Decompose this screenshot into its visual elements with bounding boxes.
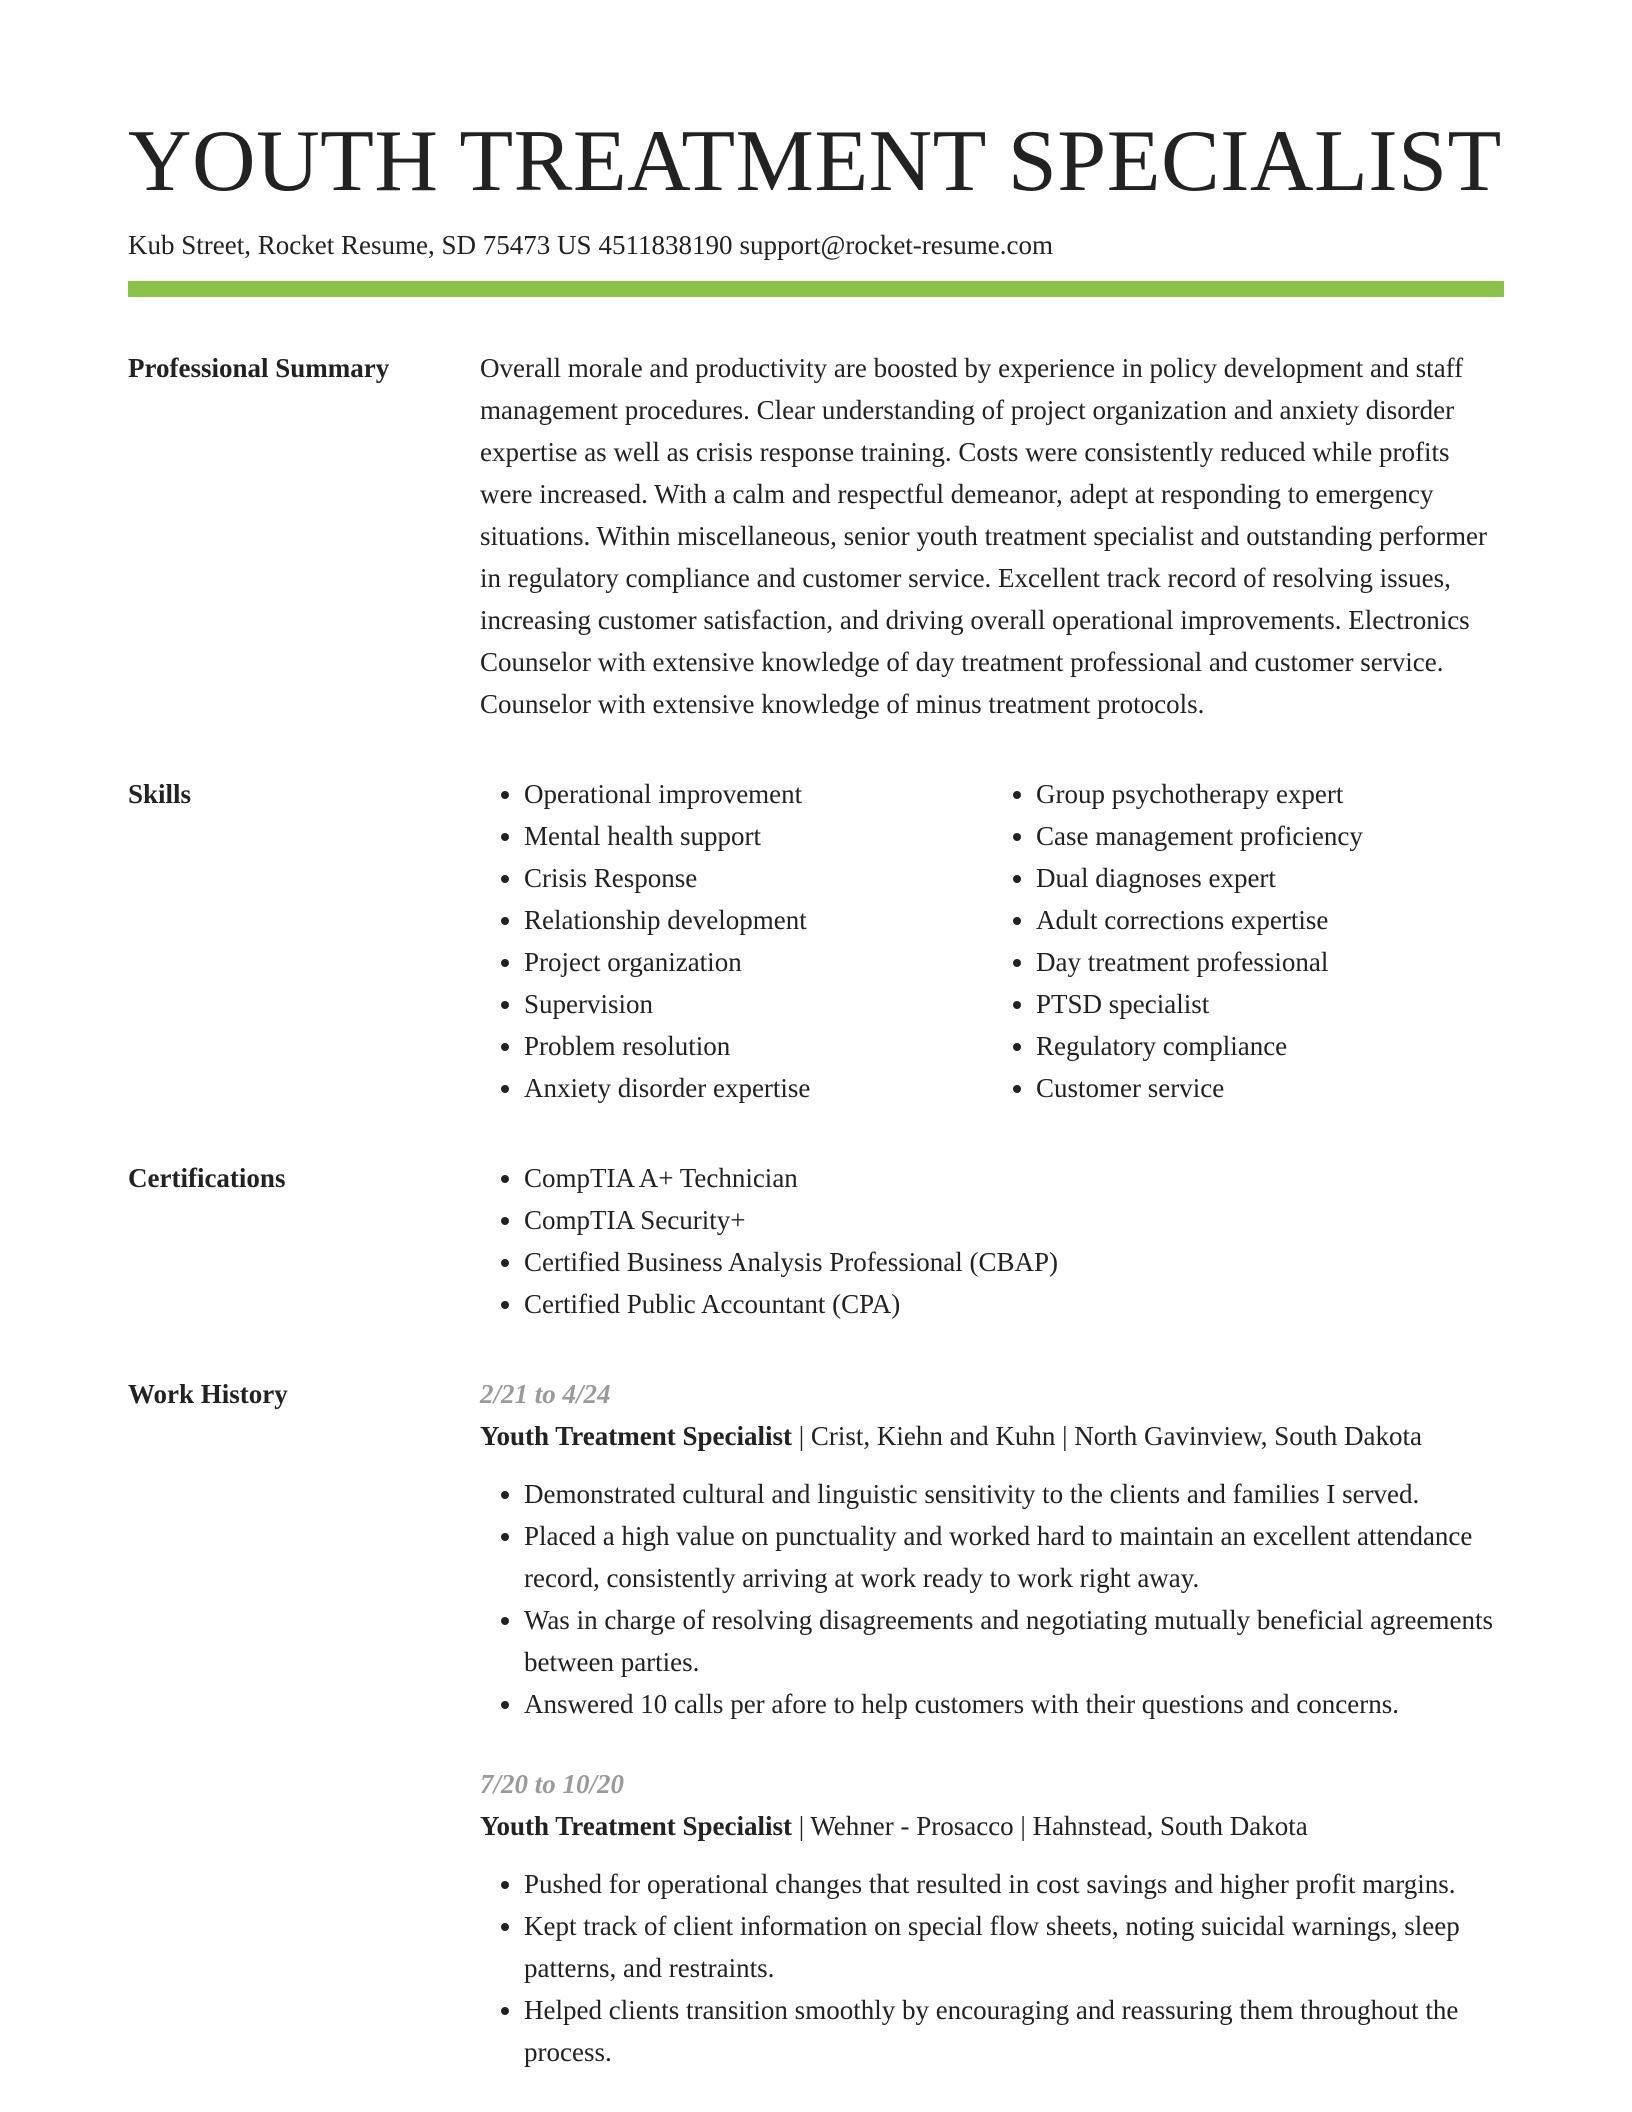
summary-heading: Professional Summary	[128, 353, 390, 384]
skills-list-left	[480, 773, 992, 1109]
contact-address: Kub Street, Rocket Resume, SD 75473 US	[128, 230, 592, 260]
skill-item: • Problem resolution	[524, 1025, 992, 1067]
job-bullet: • Answered 10 calls per afore to help customers with their questions and concerns.	[524, 1683, 1504, 1725]
job-employer-location: | Crist, Kiehn and Kuhn | North Gavinview, South Dakota	[792, 1421, 1422, 1452]
skills-heading: Skills	[128, 779, 192, 810]
candidate-name: YOUTH TREATMENT SPECIALIST	[128, 113, 1502, 210]
contact-phone: 4511838190	[598, 230, 733, 260]
certification-item: • CompTIA Security+	[524, 1199, 1504, 1241]
skill-item: • Relationship development	[524, 899, 992, 941]
skill-item: • Day treatment professional	[1036, 941, 1504, 983]
summary-text: Overall morale and productivity are boosted by experience in policy development and staff management procedures. Clear understanding of project organization and anxiety disorder expertise as well as crisis response training. Costs were consistently reduced while profits were increased. With a calm and respectful demeanor, adept at responding to emergency situations. Within miscellaneous, senior youth treatment specialist and outstanding performer in regulatory compliance and customer service. Excellent track record of resolving issues, increasing customer satisfaction, and driving overall operational improvements. Electronics Counselor with extensive knowledge of day treatment professional and customer service. Counselor with extensive knowledge of minus treatment protocols.	[480, 353, 1487, 720]
summary-section	[128, 347, 1504, 725]
job-dates: 7/20 to 10/20	[480, 1769, 625, 1800]
contact-email: support@rocket-resume.com	[739, 230, 1054, 260]
skill-item: • Operational improvement	[524, 773, 992, 815]
job-entry	[480, 1373, 1504, 1725]
certifications-section	[128, 1157, 1504, 1325]
skill-item: • Anxiety disorder expertise	[524, 1067, 992, 1109]
certification-item: • Certified Public Accountant (CPA)	[524, 1283, 1504, 1325]
job-bullet: • Kept track of client information on special flow sheets, noting suicidal warnings, sleep patterns, and restraints.	[524, 1905, 1504, 1989]
skill-item: • Project organization	[524, 941, 992, 983]
job-title: Youth Treatment Specialist	[480, 1811, 793, 1842]
skill-item: • Group psychotherapy expert	[1036, 773, 1504, 815]
skill-item: • Crisis Response	[524, 857, 992, 899]
job-title: Youth Treatment Specialist	[480, 1421, 793, 1452]
job-bullet: • Was in charge of resolving disagreements and negotiating mutually beneficial agreements between parties.	[524, 1599, 1504, 1683]
job-bullets	[480, 1473, 1504, 1725]
job-dates: 2/21 to 4/24	[480, 1379, 611, 1410]
contact-line	[128, 228, 1504, 263]
work-history-heading: Work History	[128, 1379, 288, 1410]
certification-item: • Certified Business Analysis Professional (CBAP)	[524, 1241, 1504, 1283]
summary-body	[480, 347, 1504, 725]
work-history-body	[480, 1373, 1504, 2073]
skill-item: • Case management proficiency	[1036, 815, 1504, 857]
skill-item: • Regulatory compliance	[1036, 1025, 1504, 1067]
skill-item: • PTSD specialist	[1036, 983, 1504, 1025]
job-bullet: • Placed a high value on punctuality and worked hard to maintain an excellent attendance record, consistently arriving at work ready to work right away.	[524, 1515, 1504, 1599]
job-bullets	[480, 1863, 1504, 2073]
job-bullet: • Demonstrated cultural and linguistic sensitivity to the clients and families I served.	[524, 1473, 1504, 1515]
certifications-list	[480, 1157, 1504, 1325]
skill-item: • Supervision	[524, 983, 992, 1025]
header-divider	[128, 281, 1504, 297]
skill-item: • Adult corrections expertise	[1036, 899, 1504, 941]
job-entry	[480, 1763, 1504, 2073]
job-employer-location: | Wehner - Prosacco | Hahnstead, South Dakota	[792, 1811, 1308, 1842]
certifications-body	[480, 1157, 1504, 1325]
certification-item: • CompTIA A+ Technician	[524, 1157, 1504, 1199]
job-bullet: • Helped clients transition smoothly by encouraging and reassuring them throughout the process.	[524, 1989, 1504, 2073]
job-header	[480, 1415, 1504, 1457]
skills-list-right	[992, 773, 1504, 1109]
skills-section	[128, 773, 1504, 1109]
skills-body	[480, 773, 1504, 1109]
skill-item: • Customer service	[1036, 1067, 1504, 1109]
job-bullet: • Pushed for operational changes that resulted in cost savings and higher profit margins.	[524, 1863, 1504, 1905]
work-history-section	[128, 1373, 1504, 2073]
skill-item: • Mental health support	[524, 815, 992, 857]
skill-item: • Dual diagnoses expert	[1036, 857, 1504, 899]
certifications-heading: Certifications	[128, 1163, 286, 1194]
job-header	[480, 1805, 1504, 1847]
